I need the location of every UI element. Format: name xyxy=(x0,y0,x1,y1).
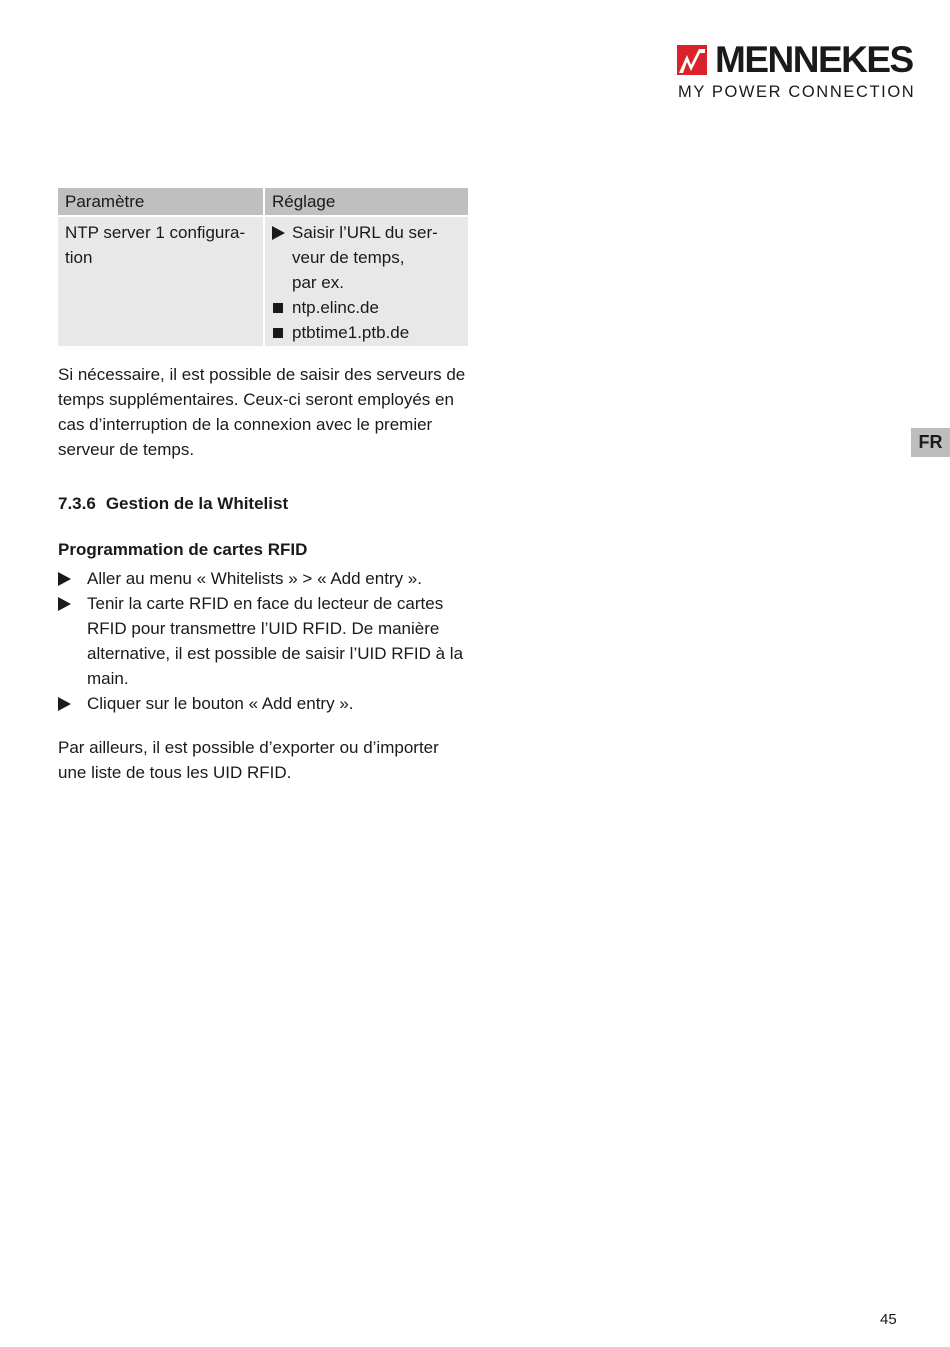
setting-instruction-line: par ex. xyxy=(292,273,344,292)
setting-example xyxy=(272,295,461,320)
action-step xyxy=(58,566,470,591)
page-number: 45 xyxy=(880,1311,897,1328)
setting-example xyxy=(272,320,461,345)
triangle-bullet-icon xyxy=(272,226,285,240)
square-bullet-icon xyxy=(273,303,283,313)
column-header-parameter: Paramètre xyxy=(58,188,264,216)
triangle-bullet-icon xyxy=(58,572,71,586)
setting-example-text: ptbtime1.ptb.de xyxy=(292,323,410,342)
action-step-text: Cliquer sur le bouton « Add entry ». xyxy=(87,694,354,713)
action-step-list xyxy=(58,566,470,716)
triangle-bullet-icon xyxy=(58,697,71,711)
parameter-cell: NTP server 1 configura- tion xyxy=(58,216,264,346)
action-step-text: Aller au menu « Whitelists » > « Add entry ». xyxy=(87,569,422,588)
language-tab: FR xyxy=(911,428,950,457)
action-step xyxy=(58,591,470,691)
section-title: Gestion de la Whitelist xyxy=(105,494,289,513)
column-header-setting: Réglage xyxy=(264,188,468,216)
paragraph-export-import: Par ailleurs, il est possible d’exporter ou d’importer une liste de tous les UID RFID. xyxy=(58,738,439,782)
action-step xyxy=(58,691,470,716)
paragraph-additional-servers: Si nécessaire, il est possible de saisir des serveurs de temps supplémentaires. Ceux-ci seront employés en cas d’interruption de la connexion avec le premier serveur de temps. xyxy=(58,365,466,459)
triangle-bullet-icon xyxy=(58,597,71,611)
parameter-table xyxy=(58,188,468,346)
setting-instruction xyxy=(272,220,461,245)
brand-tagline: MY POWER CONNECTION xyxy=(678,83,916,101)
section-heading xyxy=(58,491,288,516)
square-bullet-icon xyxy=(273,328,283,338)
mennekes-logo-icon xyxy=(677,45,707,75)
setting-instruction-line: veur de temps, xyxy=(292,248,405,267)
table-row xyxy=(58,216,468,346)
setting-cell xyxy=(264,216,468,346)
setting-instruction-line: Saisir l’URL du ser- xyxy=(292,223,438,242)
brand-logo xyxy=(677,39,916,104)
setting-example-text: ntp.elinc.de xyxy=(292,298,379,317)
section-number: 7.3.6 xyxy=(58,494,96,513)
table-header-row xyxy=(58,188,468,216)
action-step-text: Tenir la carte RFID en face du lecteur de cartes RFID pour transmettre l’UID RFID. De manière alternative, il est possible de saisir l’UID RFID à la main. xyxy=(87,594,464,688)
brand-name: MENNEKES xyxy=(715,39,913,80)
subsection-heading: Programmation de cartes RFID xyxy=(58,540,308,559)
